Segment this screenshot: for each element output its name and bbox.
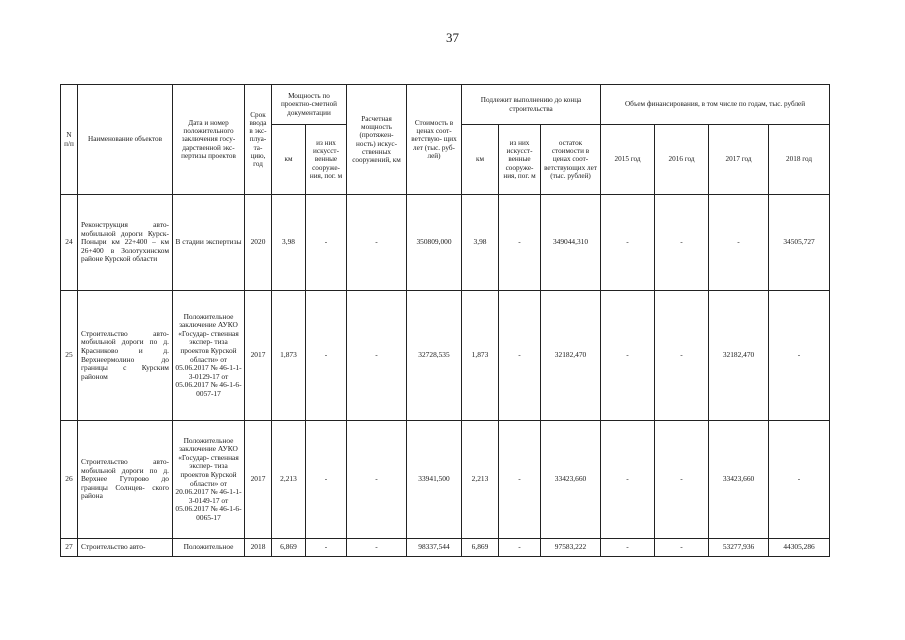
expertise-info: В стадии экспертизы xyxy=(173,195,245,291)
calc-capacity: - xyxy=(347,539,407,557)
object-name: Строительство авто- xyxy=(78,539,173,557)
header-moshch-group: Мощность по проектно-сметной документации xyxy=(272,85,347,125)
remaining-cost: 33423,660 xyxy=(541,421,601,539)
capacity-km: 6,869 xyxy=(272,539,306,557)
object-name: Строительство авто- мобильной дороги по д. Верхнее Гуторово до границы Солнцев- ского района xyxy=(78,421,173,539)
cost: 33941,500 xyxy=(407,421,462,539)
header-podl-group: Подлежит выполнению до конца строительства xyxy=(462,85,601,125)
header-fin-group: Объем финансирования, в том числе по годам, тыс. рублей xyxy=(601,85,830,125)
remaining-cost: 349044,310 xyxy=(541,195,601,291)
row-number: 27 xyxy=(61,539,78,557)
funding-2018: 34505,727 xyxy=(769,195,830,291)
table-row xyxy=(61,291,830,421)
cost: 32728,535 xyxy=(407,291,462,421)
header-n: N п/п xyxy=(61,85,78,195)
row-number: 25 xyxy=(61,291,78,421)
expertise-info: Положительное заключение АУКО «Государ- ственная экспер- тиза проектов Курской области» от 20.06.2017 № 46-1-1-3-0149-17 от 05.06.2017 № 46-1-6-0065-17 xyxy=(173,421,245,539)
funding-2015: - xyxy=(601,421,655,539)
remaining-structures: - xyxy=(499,539,541,557)
remaining-km: 3,98 xyxy=(462,195,499,291)
capacity-km: 1,873 xyxy=(272,291,306,421)
remaining-structures: - xyxy=(499,421,541,539)
remaining-km: 2,213 xyxy=(462,421,499,539)
funding-2018: - xyxy=(769,291,830,421)
header-year-2017: 2017 год xyxy=(709,125,769,195)
commission-year: 2017 xyxy=(245,291,272,421)
funding-2016: - xyxy=(655,421,709,539)
funding-2017: 32182,470 xyxy=(709,291,769,421)
table-row xyxy=(61,421,830,539)
header-iskusst2: из них искусст- венные сооруже- ния, пог. м xyxy=(499,125,541,195)
table-row xyxy=(61,539,830,557)
funding-2017: 33423,660 xyxy=(709,421,769,539)
object-name: Строительство авто- мобильной дороги по д. Красниково и д. Верхнеермолино до границы с Курским районом xyxy=(78,291,173,421)
remaining-cost: 97583,222 xyxy=(541,539,601,557)
header-year-2015: 2015 год xyxy=(601,125,655,195)
header-km2: км xyxy=(462,125,499,195)
funding-2016: - xyxy=(655,539,709,557)
header-iskusst: из них искусст- венные сооруже- ния, пог. м xyxy=(306,125,347,195)
commission-year: 2018 xyxy=(245,539,272,557)
funding-2016: - xyxy=(655,291,709,421)
funding-2015: - xyxy=(601,291,655,421)
header-name: Наименование объектов xyxy=(78,85,173,195)
row-number: 24 xyxy=(61,195,78,291)
remaining-km: 6,869 xyxy=(462,539,499,557)
capacity-structures: - xyxy=(306,291,347,421)
cost: 350809,000 xyxy=(407,195,462,291)
funding-2018: - xyxy=(769,421,830,539)
capacity-structures: - xyxy=(306,539,347,557)
capacity-structures: - xyxy=(306,195,347,291)
remaining-km: 1,873 xyxy=(462,291,499,421)
remaining-structures: - xyxy=(499,195,541,291)
header-km: км xyxy=(272,125,306,195)
header-rasch: Расчетная мощность (протяжен- ность) искус- ственных сооружений, км xyxy=(347,85,407,195)
funding-2018: 44305,286 xyxy=(769,539,830,557)
funding-2017: 53277,936 xyxy=(709,539,769,557)
expertise-info: Положительное заключение АУКО «Государ- ственная экспер- тиза проектов Курской области» от 05.06.2017 № 46-1-1-3-0129-17 от 05.06.2017 № 46-1-6-0057-17 xyxy=(173,291,245,421)
expertise-info: Положительное xyxy=(173,539,245,557)
calc-capacity: - xyxy=(347,421,407,539)
remaining-cost: 32182,470 xyxy=(541,291,601,421)
funding-2017: - xyxy=(709,195,769,291)
header-row-top xyxy=(61,85,830,125)
funding-2015: - xyxy=(601,539,655,557)
row-number: 26 xyxy=(61,421,78,539)
cost: 98337,544 xyxy=(407,539,462,557)
capacity-structures: - xyxy=(306,421,347,539)
object-name: Реконструкция авто- мобильной дороги Курск-Поныри км 22+400 – км 26+400 в Золотухинском районе Курской области xyxy=(78,195,173,291)
header-ostatok: остаток стоимости в ценах соот- ветствующих лет (тыс. рублей) xyxy=(541,125,601,195)
commission-year: 2020 xyxy=(245,195,272,291)
capacity-km: 3,98 xyxy=(272,195,306,291)
calc-capacity: - xyxy=(347,195,407,291)
capacity-km: 2,213 xyxy=(272,421,306,539)
header-date: Дата и номер положительного заключения госу- дарственной экс- пертизы проектов xyxy=(173,85,245,195)
table-row xyxy=(61,195,830,291)
header-stoim: Стоимость в ценах соот- ветствую- щих лет (тыс. руб- лей) xyxy=(407,85,462,195)
page-number: 37 xyxy=(446,30,459,45)
header-srok: Срок ввода в экс- плуа- та- цию, год xyxy=(245,85,272,195)
funding-2015: - xyxy=(601,195,655,291)
commission-year: 2017 xyxy=(245,421,272,539)
remaining-structures: - xyxy=(499,291,541,421)
calc-capacity: - xyxy=(347,291,407,421)
header-year-2018: 2018 год xyxy=(769,125,830,195)
investment-table xyxy=(60,84,830,557)
header-year-2016: 2016 год xyxy=(655,125,709,195)
funding-2016: - xyxy=(655,195,709,291)
